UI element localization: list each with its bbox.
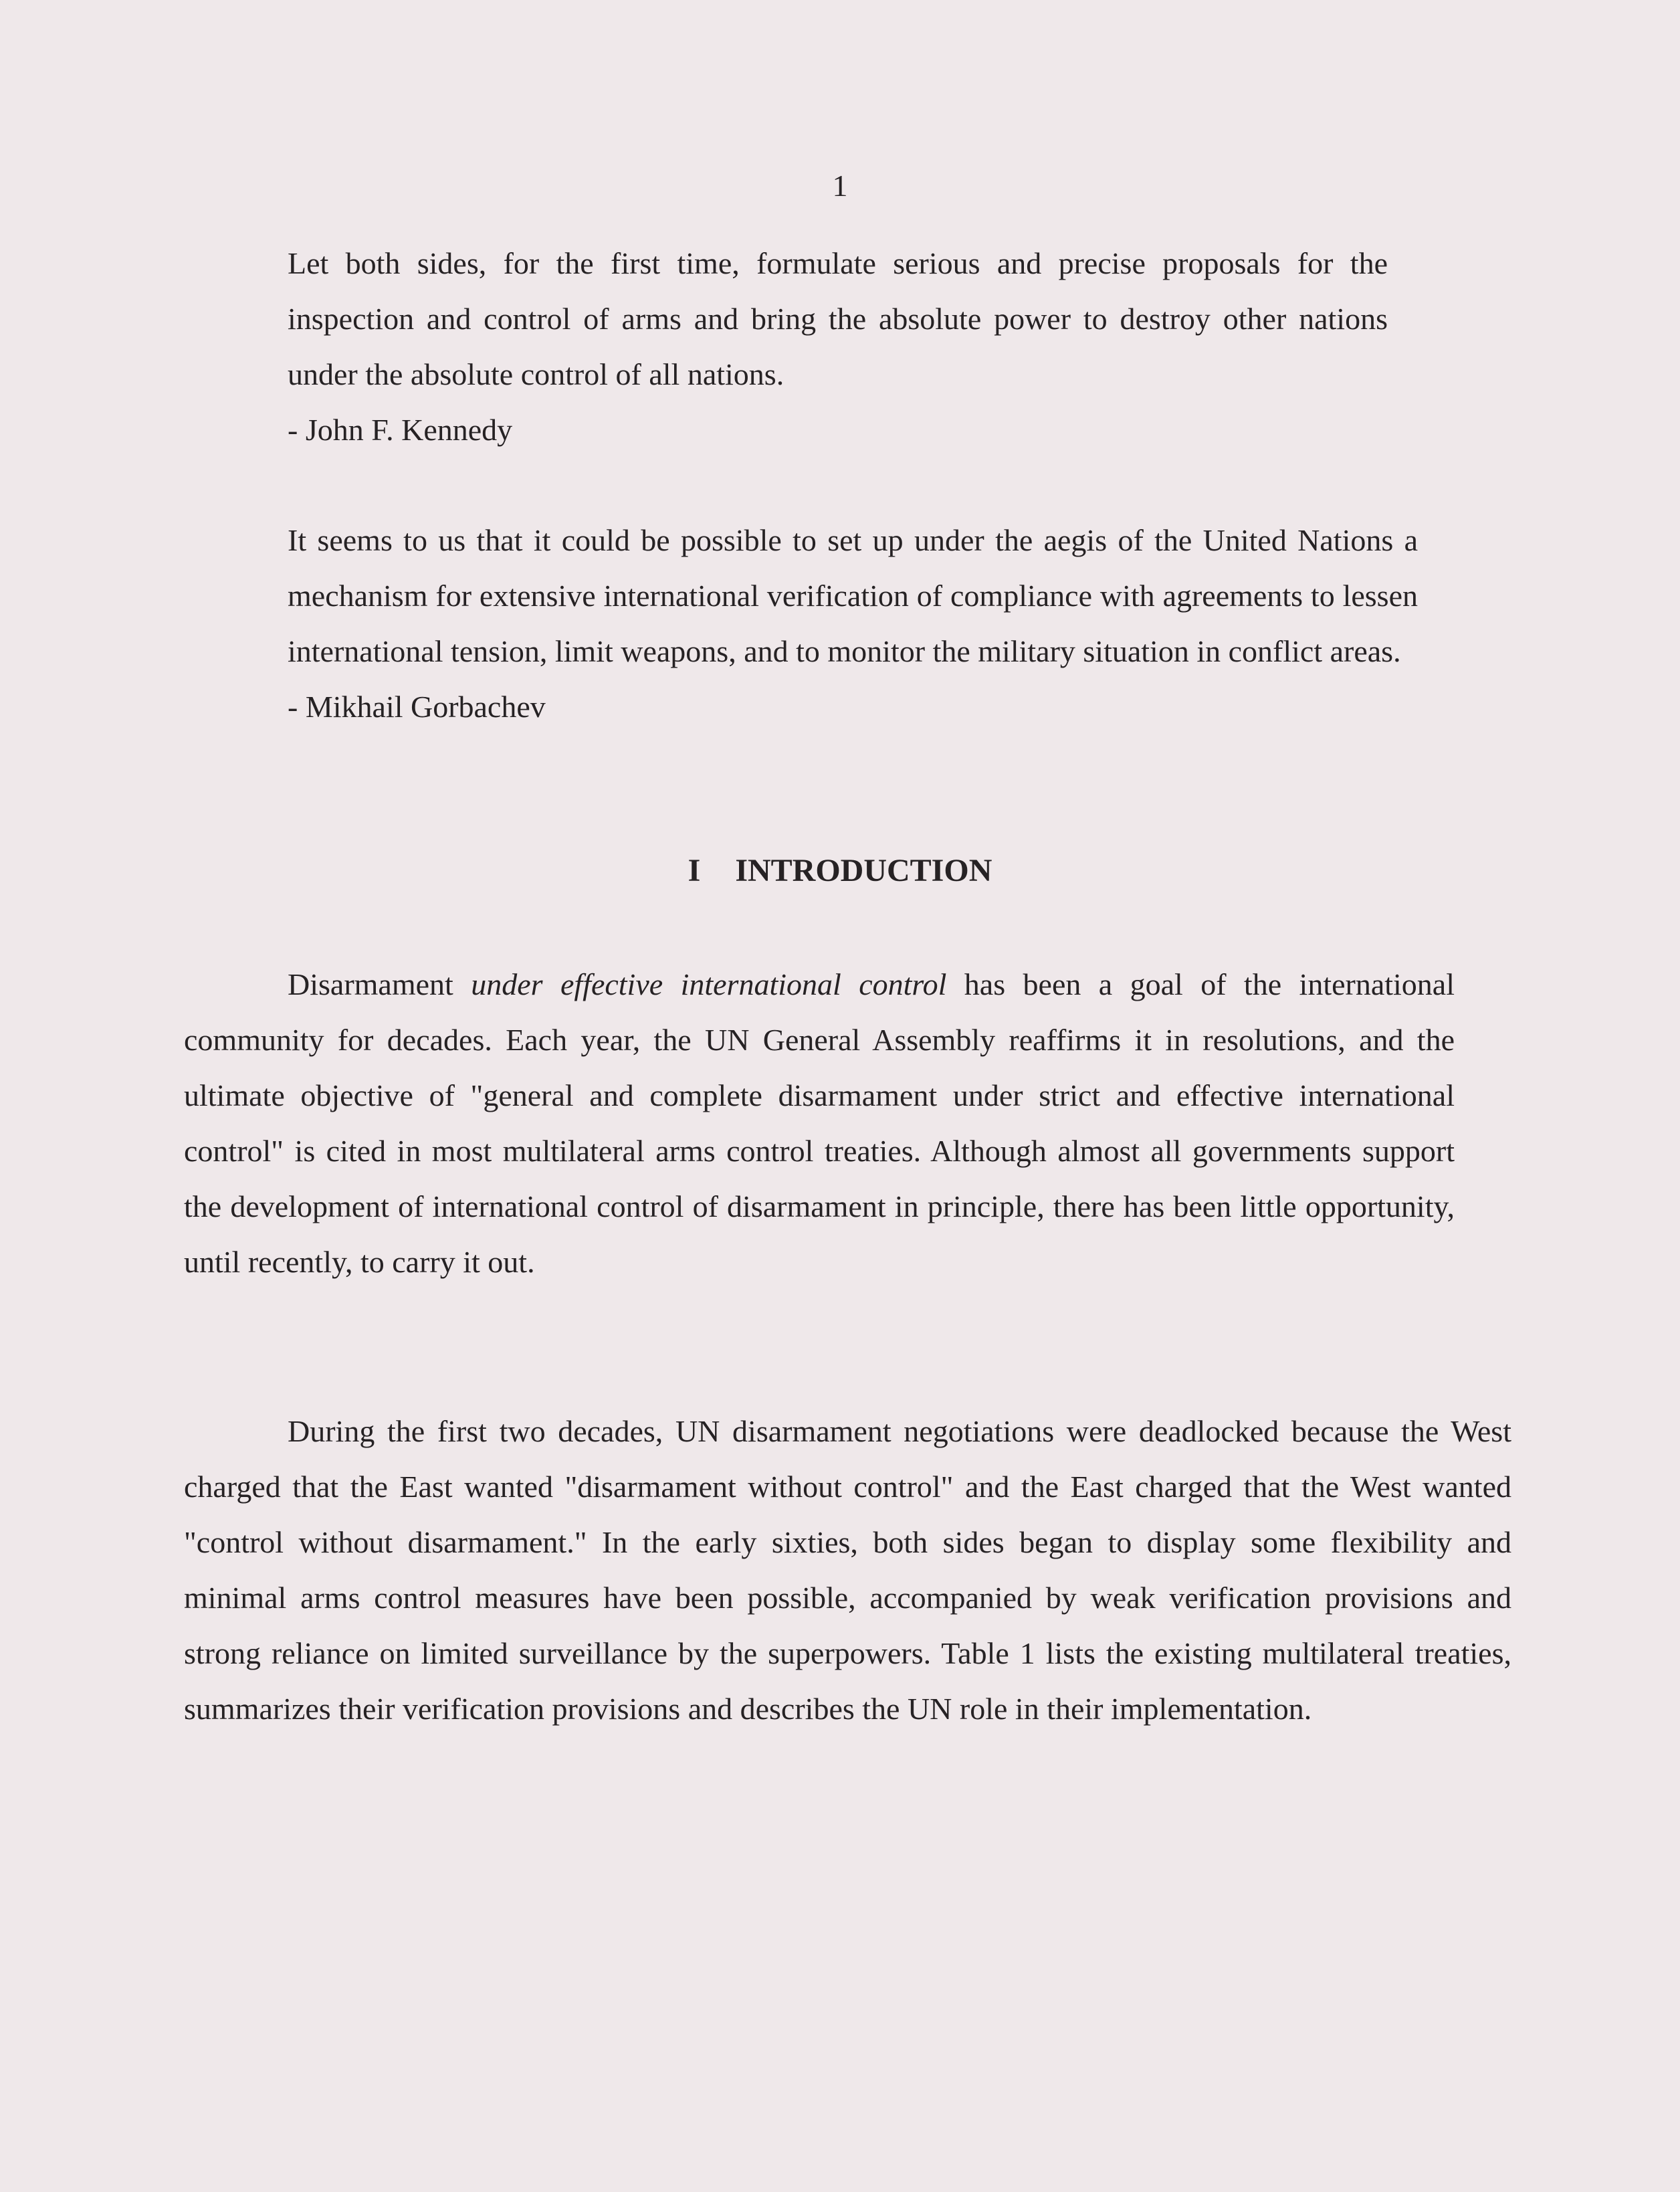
section-heading — [0, 844, 1680, 898]
quote-text: Let both sides, for the first time, formulate serious and precise proposals for the inspection and control of arms and bring the absolute power to destroy other nations under the absolute control of all nations. — [288, 246, 1388, 391]
epigraph-quote-gorbachev — [288, 512, 1418, 734]
page-number: 1 — [832, 169, 848, 203]
quote-text: It seems to us that it could be possible to set up under the aegis of the United Nations a mechanism for extensive international verification of compliance with agreements to lessen international tension, limit weapons, and to monitor the military situation in conflict areas. — [288, 523, 1418, 668]
epigraph-quote-kennedy — [288, 235, 1388, 458]
paragraph-lead: Disarmament — [288, 967, 471, 1001]
paragraph-rest: has been a goal of the international community for decades. Each year, the UN General Assembly reaffirms it in resolutions, and the ultimate objective of "general and complete disarmament under strict and effective international control" is cited in most multilateral arms control treaties. Although almost all governments support the development of international control of disarmament in principle, there has been little opportunity, until recently, to carry it out. — [184, 967, 1455, 1279]
quote-attribution: - John F. Kennedy — [288, 413, 513, 447]
body-paragraph: During the first two decades, UN disarmament negotiations were deadlocked because the West charged that the East wanted "disarmament without control" and the East charged that the West wanted "control without disarmament." In the early sixties, both sides began to display some flexibility and minimal arms control measures have been possible, accompanied by weak verification provisions and strong reliance on limited surveillance by the superpowers. Table 1 lists the existing multilateral treaties, summarizes their verification provisions and describes the UN role in their implementation. — [184, 1414, 1511, 1726]
section-number: I — [688, 853, 701, 888]
body-paragraph — [184, 957, 1455, 1290]
emphasized-phrase: under effective international control — [471, 967, 947, 1001]
section-title: INTRODUCTION — [735, 853, 992, 888]
quote-attribution: - Mikhail Gorbachev — [288, 690, 546, 724]
